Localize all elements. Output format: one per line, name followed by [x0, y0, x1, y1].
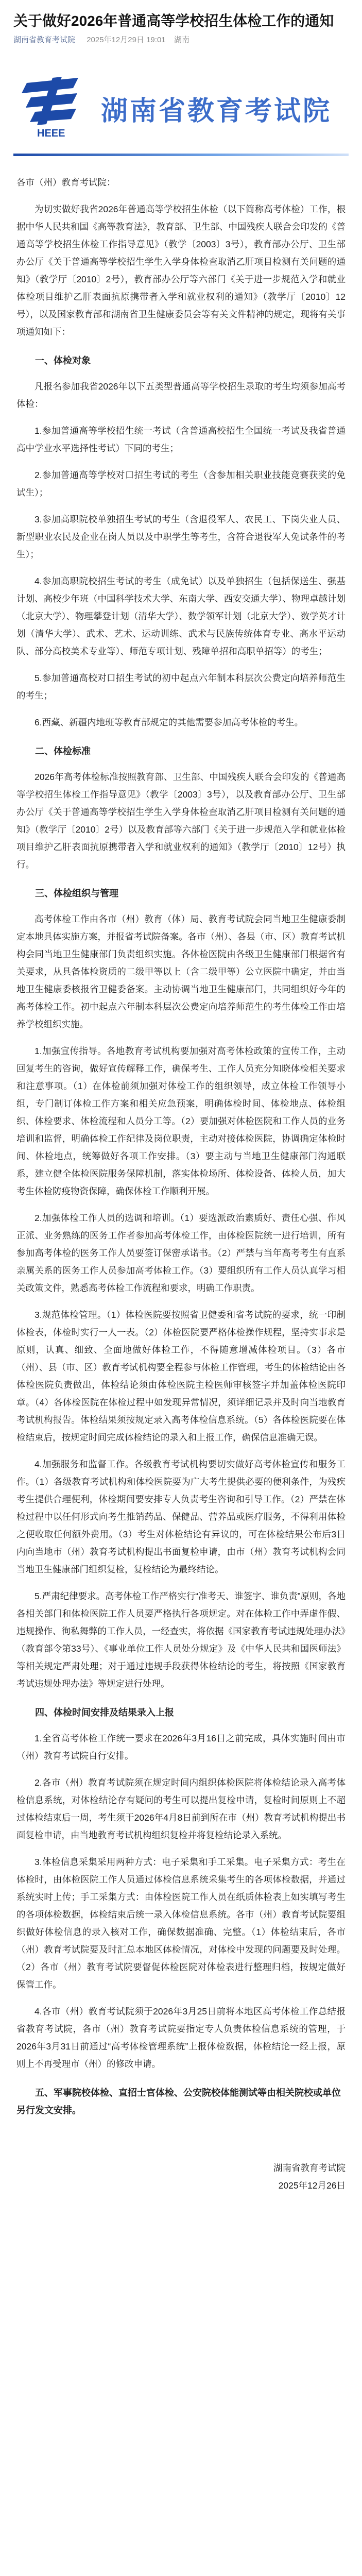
body-paragraph: 1.加强宣传指导。各地教育考试机构要加强对高考体检政策的宣传工作，主动回复考生的咨询，做好宣传解释工作，确保考生、工作人员充分知晓体检相关要求和注意事项。（1）在体检前须加强对体检工作的组织领导，成立体检工作领导小组，专门制订体检工作方案和相关应急预案，明确体检时间、体检地点、体检组织、体检要求、体检流程和人员分工等。（2）要加强对体检医院和工作人员的业务培训和监督，明确体检工作纪律及岗位职责，主动对接体检医院，协调确定体检时间、体检地点，统筹做好各项工作安排。（3）要主动与当地卫生健康部门沟通联系，建立健全体检医院服务保障机制，落实体检场所、体检设备、体检人员，加大考生体检防疫物资保障，确保体检工作顺利开展。	[16, 1046, 346, 1196]
banner-title: 湖南省教育考试院	[101, 97, 332, 126]
body-paragraph: 1.参加普通高等学校招生统一考试（含普通高校招生全国统一考试及我省普通高中学业水平选择性考试）下同的考生；	[16, 426, 346, 453]
signature-date: 2025年12月26日	[278, 2180, 346, 2191]
heee-logo-icon	[16, 67, 94, 145]
body-paragraph: 3.规范体检管理。（1）体检医院要按照省卫健委和省考试院的要求，统一印制体检表，体检时实行一人一表。（2）体检医院要严格体检操作规程，坚持实事求是原则，认真、细致、全面地做好体检工作，不得随意增减体检项目。（3）各市（州）、县（市、区）教育考试机构要全程参与体检工作管理，考生的体检结论由各体检医院负责做出，体检结论须由体检医院主检医师审核签字并加盖体检医院印章。（4）各体检医院在体检过程中如发现异常情况，须详细记录并及时向当地教育考试机构报告。体检结果须按规定录入高考体检信息系统。（5）各体检医院要在体检结束后，按规定时间完成体检结论的录入和上报工作，确保信息准确无误。	[16, 1310, 346, 1443]
body-paragraph: 各市（州）教育考试院：	[16, 177, 116, 188]
section-heading: 四、体检时间安排及结果录入上报	[35, 1707, 174, 1718]
source-link[interactable]: 湖南省教育考试院	[13, 36, 76, 44]
publish-location: 湖南	[174, 36, 189, 44]
page-title: 关于做好2026年普通高等学校招生体检工作的通知	[13, 13, 334, 29]
signature-org: 湖南省教育考试院	[273, 2163, 346, 2173]
body-paragraph: 5.严肃纪律要求。高考体检工作严格实行“准考天、谁签字、谁负责”原则，各地各相关部门和体检医院工作人员要严格执行各项规定。对在体检工作中弄虚作假、违规操作、徇私舞弊的工作人员，一经查实，将依据《国家教育考试违规处理办法》（教育部令第33号）、《事业单位工作人员处分规定》及《中华人民共和国医师法》等相关规定严肃处理；对于通过违规手段获得体检结论的考生，将按照《国家教育考试违规处理办法》等规定进行处理。	[16, 1591, 346, 1689]
body-paragraph: 6.西藏、新疆内地班等教育部规定的其他需要参加高考体检的考生。	[35, 717, 304, 727]
article-body	[0, 164, 362, 2148]
page-bottom-spacer	[0, 2215, 362, 2256]
body-paragraph: 1.全省高考体检工作统一要求在2026年3月16日之前完成，具体实施时间由市（州）教育考试院自行安排。	[16, 1733, 346, 1761]
body-paragraph: 2.加强体检工作人员的选调和培训。（1）要选派政治素质好、责任心强、作风正派、业务熟练的医务工作者参加高考体检工作，由体检医院统一进行培训，所有参加高考体检的医务工作人员要签订保密承诺书。（2）严禁与当年高考考生有直系亲属关系的医务工作人员参加高考体检工作。（3）要组织所有工作人员认真学习相关政策文件，熟悉高考体检工作流程和要求，明确工作职责。	[16, 1213, 346, 1293]
body-paragraph: 2.参加普通高等学校对口招生考试的考生（含参加相关职业技能竞赛获奖的免试生）；	[16, 470, 346, 498]
banner-divider	[13, 154, 349, 156]
body-paragraph: 4.参加高职院校招生考试的考生（成免试）以及单独招生（包括保送生、强基计划、高校少年班（中国科学技术大学、东南大学、西安交通大学）、物理卓越计划（北京大学）、物理攀登计划（清华大学）、数学领军计划（北京大学）、数学英才计划（清华大学）、武术、艺术、运动训练、武术与民族传统体育专业、高水平运动队、部分高校美术专业等）、师范专项计划、残障单招和高职单招等）的考生；	[16, 576, 346, 656]
section-heading: 二、体检标准	[35, 746, 91, 756]
body-paragraph: 4.加强服务和监督工作。各级教育考试机构要切实做好高考体检宣传和服务工作。（1）各级教育考试机构和体检医院要为广大考生提供必要的便利条件，为残疾考生提供合理便利，体检期间要安排专人负责考生咨询和引导工作。（2）严禁在体检过程中以任何形式向考生推销药品、保健品、营养品或医疗服务，不得利用体检之便收取任何额外费用。（3）考生对体检结论有异议的，可在体检结果公布后3日内向当地市（州）教育考试机构提出书面复检申请，由市（州）教育考试机构会同当地卫生健康部门组织复检，复检结论为最终结论。	[16, 1459, 346, 1574]
section-heading: 三、体检组织与管理	[35, 888, 118, 899]
body-paragraph: 2.各市（州）教育考试院须在规定时间内组织体检医院将体检结论录入高考体检信息系统，对体检结论存有疑问的考生可以提出复检申请，复检时间原则上不超过体检结束后一周，考生须于2026年4月8日前到所在市（州）教育考试机构提出书面复检申请，由当地教育考试机构组织复检并将复检结论录入系统。	[16, 1777, 346, 1840]
body-paragraph: 4.各市（州）教育考试院须于2026年3月25日前将本地区高考体检工作总结报省教育考试院，各市（州）教育考试院要指定专人负责体检信息系统的管理，于2026年3月31日前通过“高考体检管理系统”上报体检数据，体检结论一经上报，原则上不再受理市（州）的修改申请。	[16, 2006, 346, 2069]
header-banner	[13, 56, 349, 164]
body-paragraph: 3.参加高职院校单独招生考试的考生（含退役军人、农民工、下岗失业人员、新型职业农民及企业在岗人员以及中职学生等考生，含符合退役军人免试条件的考生）；	[16, 514, 346, 560]
signature-block	[0, 2159, 362, 2215]
publish-date: 2025年12月29日 19:01	[87, 36, 166, 44]
body-paragraph: 3.体检信息采集采用两种方式：电子采集和手工采集。电子采集方式：考生在体检时，由体检医院工作人员通过体检信息系统采集考生的各项体检数据，并通过系统实时上传；手工采集方式：由体检医院工作人员在纸质体检表上如实填写考生的各项体检数据，体检结束后统一录入体检信息系统。各市（州）教育考试院要组织做好体检信息的录入核对工作，确保数据准确、完整。（1）体检结束后，各市（州）教育考试院要及时汇总本地区体检情况，对体检中发现的问题要及时处理。（2）各市（州）教育考试院要督促体检医院对体检表进行整理归档，按规定做好保管工作。	[16, 1857, 346, 1990]
body-paragraph: 5.参加普通高校对口招生考试的初中起点六年制本科层次公费定向培养师范生的考生；	[16, 673, 346, 701]
article-meta	[0, 34, 362, 52]
institute-logo	[16, 67, 94, 145]
body-paragraph: 2026年高考体检标准按照教育部、卫生部、中国残疾人联合会印发的《普通高等学校招生体检工作指导意见》（教学〔2003〕3号），以及教育部办公厅、卫生部办公厅《关于普通高等学校招生学生入学身体检查取消乙肝项目检测有关问题的通知》（教学厅〔2010〕2号）以及教育部等六部门《关于进一步规范入学和就业体检项目维护乙肝表面抗原携带者入学和就业权利的通知》（教学厅〔2010〕12号）执行。	[16, 772, 346, 870]
body-paragraph: 高考体检工作由各市（州）教育（体）局、教育考试院会同当地卫生健康委制定本地具体实施方案，并报省考试院备案。各市（州）、各县（市、区）教育考试机构会同当地卫生健康部门负责组织实施。各体检医院由各级卫生健康部门根据省有关要求，从具备体检资质的二级甲等以上（含二级甲等）公立医院中确定，并由当地卫生健康委核报省卫健委备案。主动协调当地卫生健康部门，共同组织好今年的高考体检工作。初中起点六年制本科层次公费定向培养师范生的考生体检工作由培养学校组织实施。	[16, 914, 346, 1029]
section-heading: 一、体检对象	[35, 355, 91, 366]
body-paragraph: 为切实做好我省2026年普通高等学校招生体检（以下简称高考体检）工作，根据中华人民共和国《高等教育法》，教育部、卫生部、中国残疾人联合会印发的《普通高等学校招生体检工作指导意见》（教学〔2003〕3号），教育部办公厅、卫生部办公厅《关于普通高等学校招生学生入学身体检查取消乙肝项目检测有关问题的通知》（教学厅〔2010〕2号），教育部办公厅等六部门《关于进一步规范入学和就业体检项目维护乙肝表面抗原携带者入学和就业权利的通知》（教学厅〔2010〕12号），以及国家教育部和湖南省卫生健康委员会等有关文件精神的规定，现将有关事项通知如下：	[16, 204, 346, 337]
section-heading: 五、军事院校体检、直招士官体检、公安院校体能测试等由相关院校或单位另行发文安排。	[16, 2088, 341, 2115]
body-paragraph: 凡报名参加我省2026年以下五类型普通高等学校招生录取的考生均须参加高考体检：	[16, 381, 346, 409]
logo-caption: HEEE	[37, 128, 65, 139]
